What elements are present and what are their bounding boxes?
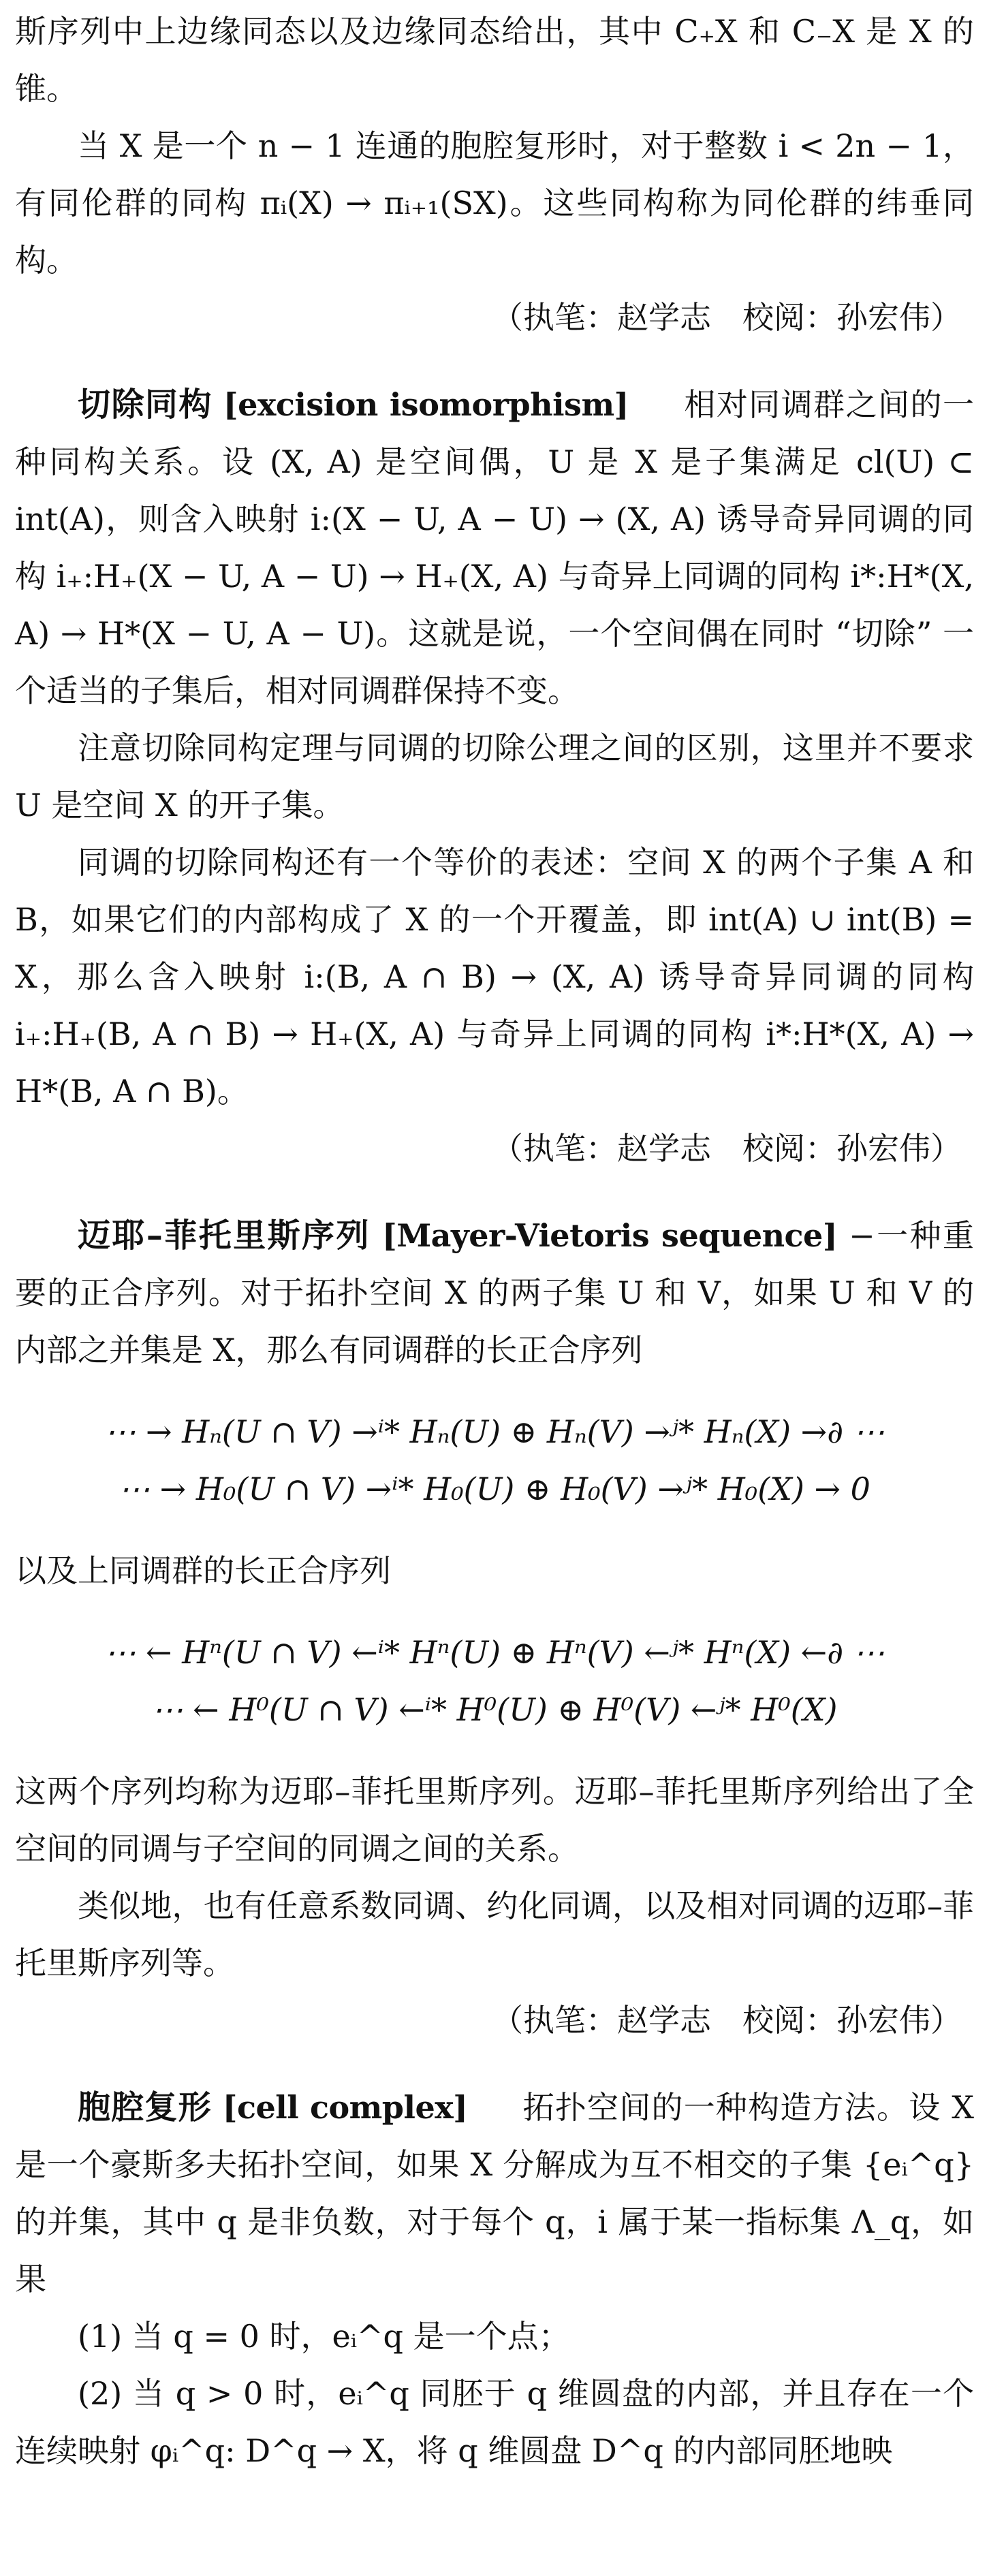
cohomology-sequence xyxy=(15,1624,974,1738)
mayer-summary: 这两个序列均称为迈耶–菲托里斯序列。迈耶–菲托里斯序列给出了全空间的同调与子空间的同调之间的关系。 xyxy=(15,1773,974,1867)
document-page xyxy=(0,3,989,2576)
credit-line: （执笔：赵学志 校阅：孙宏伟） xyxy=(492,299,962,336)
entry-english-title: [Mayer-Vietoris sequence] xyxy=(381,1217,838,1254)
condition-item-1: (1) 当 q = 0 时，eᵢ^q 是一个点； xyxy=(78,2318,570,2355)
entry-english-title: [cell complex] xyxy=(222,2089,468,2126)
equation-line: ⋯ ← Hⁿ(U ∩ V) ←ⁱ* Hⁿ(U) ⊕ Hⁿ(V) ←ʲ* Hⁿ(X) ←∂ ⋯ xyxy=(104,1634,885,1671)
entry-mayer-vietoris xyxy=(15,1207,974,2049)
homology-sequence xyxy=(15,1403,974,1518)
cell-definition xyxy=(15,2079,974,2308)
intro-continuation: 斯序列中上边缘同态以及边缘同态给出，其中 C₊X 和 C₋X 是 X 的锥。 xyxy=(15,13,974,107)
mayer-similar: 类似地，也有任意系数同调、约化同调，以及相对同调的迈耶–菲托里斯序列等。 xyxy=(15,1887,974,1981)
entry-title: 迈耶–菲托里斯序列 xyxy=(78,1216,371,1255)
entry-definition-text: 一种重要的正合序列。对于拓扑空间 X 的两子集 U 和 V，如果 U 和 V 的内部之并集是 X，那么有同调群的长正合序列 xyxy=(15,1217,975,1368)
entry-title: 胞腔复形 xyxy=(78,2088,212,2126)
excision-note: 注意切除同构定理与同调的切除公理之间的区别，这里并不要求 U 是空间 X 的开子集。 xyxy=(15,729,974,823)
entry-definition-text: 相对同调群之间的一种同构关系。设 (X, A) 是空间偶，U 是 X 是子集满足 cl(U) ⊂ int(A)，则含入映射 i:(X − U, A − U) → (X, A) 诱导奇异同调的同构 i₊:H₊(X − U, A − U) → H₊(X, A) 与奇异上同调的同构 i*:H*(X, A) → H*(X − U, A − U)。这就是说，一个空间偶在同时 “切除” 一个适当的子集后，相对同调群保持不变。 xyxy=(15,386,975,709)
entry-cell-complex xyxy=(15,2079,974,2479)
mayer-definition xyxy=(15,1207,974,1379)
equation-line: ⋯ → Hₙ(U ∩ V) →ⁱ* Hₙ(U) ⊕ Hₙ(V) →ʲ* Hₙ(X) →∂ ⋯ xyxy=(104,1413,885,1450)
credit-line: （执笔：赵学志 校阅：孙宏伟） xyxy=(492,2002,962,2039)
cohomology-intro: 以及上同调群的长正合序列 xyxy=(15,1552,391,1589)
line-dash: − xyxy=(849,1217,875,1254)
entry-english-title: [excision isomorphism] xyxy=(223,386,629,423)
entry-definition-text: 拓扑空间的一种构造方法。设 X 是一个豪斯多夫拓扑空间，如果 X 分解成为互不相交的子集 {eᵢ^q} 的并集，其中 q 是非负数，对于每个 q，i 属于某一指标集 Λ_q，如果 xyxy=(15,2089,975,2297)
excision-equivalent: 同调的切除同构还有一个等价的表述：空间 X 的两个子集 A 和 B，如果它们的内部构成了 X 的一个开覆盖，即 int(A) ∪ int(B) = X，那么含入映射 i:(B, A ∩ B) → (X, A) 诱导奇异同调的同构 i₊:H₊(B, A ∩ B) → H₊(X, A) 与奇异上同调的同构 i*:H*(X, A) → H*(B, A ∩ B)。 xyxy=(15,844,974,1110)
condition-item-2: (2) 当 q > 0 时，eᵢ^q 同胚于 q 维圆盘的内部，并且存在一个连续映射 φᵢ^q: D^q → X，将 q 维圆盘 D^q 的内部同胚地映 xyxy=(15,2375,974,2469)
excision-definition xyxy=(15,376,974,719)
entry-title: 切除同构 xyxy=(78,386,213,424)
equation-line: ⋯ ← H⁰(U ∩ V) ←ⁱ* H⁰(U) ⊕ H⁰(V) ←ʲ* H⁰(X) xyxy=(151,1691,838,1728)
suspension-paragraph: 当 X 是一个 n − 1 连通的胞腔复形时，对于整数 i < 2n − 1，有同伦群的同构 πᵢ(X) → πᵢ₊₁(SX)。这些同构称为同伦群的纬垂同构。 xyxy=(15,127,974,279)
equation-line: ⋯ → H₀(U ∩ V) →ⁱ* H₀(U) ⊕ H₀(V) →ʲ* H₀(X) → 0 xyxy=(119,1471,870,1507)
credit-line: （执笔：赵学志 校阅：孙宏伟） xyxy=(492,1130,962,1167)
entry-excision xyxy=(15,376,974,1177)
